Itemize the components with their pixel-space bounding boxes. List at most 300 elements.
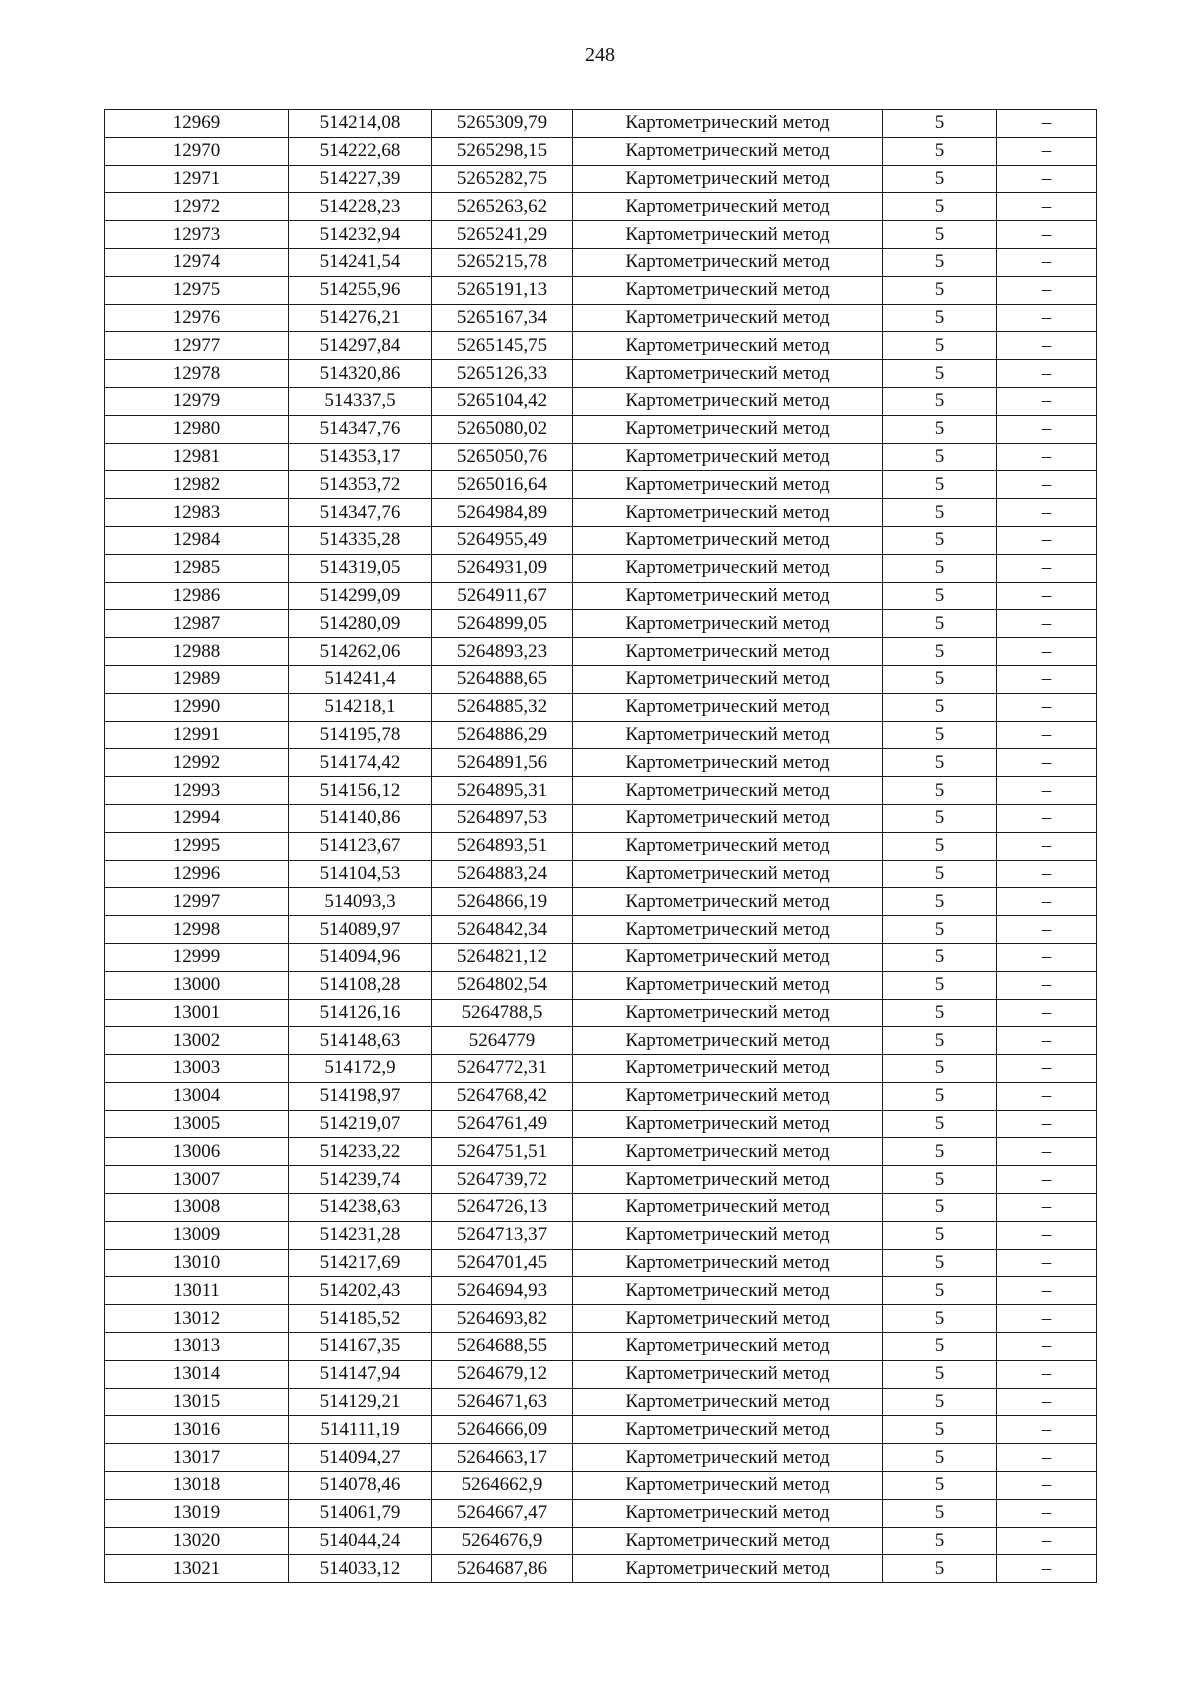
- method-cell: Картометрический метод: [573, 971, 883, 999]
- table-row: [105, 721, 1097, 749]
- y-coordinate-cell: 5265298,15: [432, 137, 573, 165]
- accuracy-cell: 5: [883, 1277, 997, 1305]
- note-cell: –: [997, 1166, 1097, 1194]
- note-cell: –: [997, 276, 1097, 304]
- accuracy-cell: 5: [883, 1499, 997, 1527]
- point-number-cell: 13009: [105, 1221, 289, 1249]
- method-cell: Картометрический метод: [573, 221, 883, 249]
- x-coordinate-cell: 514335,28: [289, 526, 432, 554]
- table-row: [105, 1221, 1097, 1249]
- y-coordinate-cell: 5264679,12: [432, 1360, 573, 1388]
- x-coordinate-cell: 514227,39: [289, 165, 432, 193]
- point-number-cell: 13021: [105, 1555, 289, 1583]
- x-coordinate-cell: 514219,07: [289, 1110, 432, 1138]
- accuracy-cell: 5: [883, 360, 997, 388]
- note-cell: –: [997, 1305, 1097, 1333]
- note-cell: –: [997, 1110, 1097, 1138]
- x-coordinate-cell: 514232,94: [289, 221, 432, 249]
- table-row: [105, 749, 1097, 777]
- method-cell: Картометрический метод: [573, 610, 883, 638]
- table-row: [105, 360, 1097, 388]
- point-number-cell: 12999: [105, 943, 289, 971]
- method-cell: Картометрический метод: [573, 1527, 883, 1555]
- note-cell: –: [997, 582, 1097, 610]
- y-coordinate-cell: 5264701,45: [432, 1249, 573, 1277]
- x-coordinate-cell: 514241,54: [289, 248, 432, 276]
- method-cell: Картометрический метод: [573, 276, 883, 304]
- x-coordinate-cell: 514297,84: [289, 332, 432, 360]
- y-coordinate-cell: 5264676,9: [432, 1527, 573, 1555]
- table-row: [105, 248, 1097, 276]
- y-coordinate-cell: 5264888,65: [432, 665, 573, 693]
- x-coordinate-cell: 514089,97: [289, 916, 432, 944]
- y-coordinate-cell: 5264688,55: [432, 1333, 573, 1361]
- note-cell: –: [997, 804, 1097, 832]
- note-cell: –: [997, 888, 1097, 916]
- method-cell: Картометрический метод: [573, 360, 883, 388]
- y-coordinate-cell: 5264883,24: [432, 860, 573, 888]
- y-coordinate-cell: 5265241,29: [432, 221, 573, 249]
- point-number-cell: 12982: [105, 471, 289, 499]
- x-coordinate-cell: 514238,63: [289, 1194, 432, 1222]
- accuracy-cell: 5: [883, 1110, 997, 1138]
- point-number-cell: 12998: [105, 916, 289, 944]
- x-coordinate-cell: 514233,22: [289, 1138, 432, 1166]
- accuracy-cell: 5: [883, 665, 997, 693]
- note-cell: –: [997, 1388, 1097, 1416]
- accuracy-cell: 5: [883, 777, 997, 805]
- point-number-cell: 12981: [105, 443, 289, 471]
- point-number-cell: 12969: [105, 110, 289, 138]
- y-coordinate-cell: 5264802,54: [432, 971, 573, 999]
- x-coordinate-cell: 514094,27: [289, 1444, 432, 1472]
- table-row: [105, 1082, 1097, 1110]
- point-number-cell: 13005: [105, 1110, 289, 1138]
- table-row: [105, 554, 1097, 582]
- note-cell: –: [997, 1138, 1097, 1166]
- accuracy-cell: 5: [883, 943, 997, 971]
- accuracy-cell: 5: [883, 1444, 997, 1472]
- table-row: [105, 1388, 1097, 1416]
- y-coordinate-cell: 5264663,17: [432, 1444, 573, 1472]
- accuracy-cell: 5: [883, 804, 997, 832]
- y-coordinate-cell: 5264885,32: [432, 693, 573, 721]
- note-cell: –: [997, 777, 1097, 805]
- point-number-cell: 13002: [105, 1027, 289, 1055]
- point-number-cell: 12978: [105, 360, 289, 388]
- x-coordinate-cell: 514078,46: [289, 1472, 432, 1500]
- table-row: [105, 860, 1097, 888]
- point-number-cell: 13016: [105, 1416, 289, 1444]
- accuracy-cell: 5: [883, 1221, 997, 1249]
- y-coordinate-cell: 5264671,63: [432, 1388, 573, 1416]
- accuracy-cell: 5: [883, 221, 997, 249]
- point-number-cell: 12985: [105, 554, 289, 582]
- y-coordinate-cell: 5264891,56: [432, 749, 573, 777]
- table-row: [105, 1110, 1097, 1138]
- point-number-cell: 13007: [105, 1166, 289, 1194]
- method-cell: Картометрический метод: [573, 749, 883, 777]
- accuracy-cell: 5: [883, 304, 997, 332]
- y-coordinate-cell: 5264662,9: [432, 1472, 573, 1500]
- point-number-cell: 12992: [105, 749, 289, 777]
- point-number-cell: 12991: [105, 721, 289, 749]
- method-cell: Картометрический метод: [573, 332, 883, 360]
- x-coordinate-cell: 514126,16: [289, 999, 432, 1027]
- accuracy-cell: 5: [883, 860, 997, 888]
- method-cell: Картометрический метод: [573, 665, 883, 693]
- point-number-cell: 12980: [105, 415, 289, 443]
- table-row: [105, 971, 1097, 999]
- point-number-cell: 12984: [105, 526, 289, 554]
- note-cell: –: [997, 415, 1097, 443]
- method-cell: Картометрический метод: [573, 1305, 883, 1333]
- point-number-cell: 12989: [105, 665, 289, 693]
- y-coordinate-cell: 5264895,31: [432, 777, 573, 805]
- point-number-cell: 12993: [105, 777, 289, 805]
- note-cell: –: [997, 193, 1097, 221]
- accuracy-cell: 5: [883, 1360, 997, 1388]
- point-number-cell: 13020: [105, 1527, 289, 1555]
- note-cell: –: [997, 443, 1097, 471]
- accuracy-cell: 5: [883, 165, 997, 193]
- accuracy-cell: 5: [883, 888, 997, 916]
- note-cell: –: [997, 248, 1097, 276]
- point-number-cell: 12987: [105, 610, 289, 638]
- y-coordinate-cell: 5264739,72: [432, 1166, 573, 1194]
- point-number-cell: 13017: [105, 1444, 289, 1472]
- point-number-cell: 12975: [105, 276, 289, 304]
- point-number-cell: 13010: [105, 1249, 289, 1277]
- point-number-cell: 13000: [105, 971, 289, 999]
- x-coordinate-cell: 514198,97: [289, 1082, 432, 1110]
- y-coordinate-cell: 5264897,53: [432, 804, 573, 832]
- point-number-cell: 12971: [105, 165, 289, 193]
- note-cell: –: [997, 916, 1097, 944]
- y-coordinate-cell: 5264893,51: [432, 832, 573, 860]
- method-cell: Картометрический метод: [573, 415, 883, 443]
- table-row: [105, 1194, 1097, 1222]
- accuracy-cell: 5: [883, 110, 997, 138]
- table-row: [105, 1527, 1097, 1555]
- y-coordinate-cell: 5264984,89: [432, 499, 573, 527]
- table-row: [105, 1305, 1097, 1333]
- accuracy-cell: 5: [883, 1082, 997, 1110]
- point-number-cell: 12973: [105, 221, 289, 249]
- point-number-cell: 13014: [105, 1360, 289, 1388]
- accuracy-cell: 5: [883, 526, 997, 554]
- method-cell: Картометрический метод: [573, 1277, 883, 1305]
- y-coordinate-cell: 5265050,76: [432, 443, 573, 471]
- table-row: [105, 1027, 1097, 1055]
- x-coordinate-cell: 514104,53: [289, 860, 432, 888]
- note-cell: –: [997, 1499, 1097, 1527]
- table-row: [105, 999, 1097, 1027]
- x-coordinate-cell: 514148,63: [289, 1027, 432, 1055]
- method-cell: Картометрический метод: [573, 1555, 883, 1583]
- table-row: [105, 193, 1097, 221]
- table-row: [105, 832, 1097, 860]
- coordinates-table: [104, 109, 1097, 1583]
- table-row: [105, 1138, 1097, 1166]
- accuracy-cell: 5: [883, 1166, 997, 1194]
- x-coordinate-cell: 514172,9: [289, 1055, 432, 1083]
- table-row: [105, 415, 1097, 443]
- accuracy-cell: 5: [883, 276, 997, 304]
- accuracy-cell: 5: [883, 749, 997, 777]
- table-row: [105, 777, 1097, 805]
- note-cell: –: [997, 665, 1097, 693]
- accuracy-cell: 5: [883, 1027, 997, 1055]
- point-number-cell: 12979: [105, 387, 289, 415]
- y-coordinate-cell: 5264779: [432, 1027, 573, 1055]
- method-cell: Картометрический метод: [573, 471, 883, 499]
- table-row: [105, 137, 1097, 165]
- table-row: [105, 1444, 1097, 1472]
- x-coordinate-cell: 514280,09: [289, 610, 432, 638]
- coordinates-table-body: [105, 110, 1097, 1583]
- x-coordinate-cell: 514044,24: [289, 1527, 432, 1555]
- note-cell: –: [997, 1555, 1097, 1583]
- accuracy-cell: 5: [883, 1305, 997, 1333]
- method-cell: Картометрический метод: [573, 499, 883, 527]
- method-cell: Картометрический метод: [573, 1499, 883, 1527]
- accuracy-cell: 5: [883, 1555, 997, 1583]
- y-coordinate-cell: 5264821,12: [432, 943, 573, 971]
- table-row: [105, 332, 1097, 360]
- accuracy-cell: 5: [883, 1194, 997, 1222]
- method-cell: Картометрический метод: [573, 1110, 883, 1138]
- table-row: [105, 665, 1097, 693]
- accuracy-cell: 5: [883, 1138, 997, 1166]
- method-cell: Картометрический метод: [573, 193, 883, 221]
- table-row: [105, 221, 1097, 249]
- x-coordinate-cell: 514214,08: [289, 110, 432, 138]
- accuracy-cell: 5: [883, 193, 997, 221]
- point-number-cell: 12990: [105, 693, 289, 721]
- accuracy-cell: 5: [883, 387, 997, 415]
- x-coordinate-cell: 514255,96: [289, 276, 432, 304]
- accuracy-cell: 5: [883, 554, 997, 582]
- method-cell: Картометрический метод: [573, 443, 883, 471]
- y-coordinate-cell: 5264694,93: [432, 1277, 573, 1305]
- y-coordinate-cell: 5264713,37: [432, 1221, 573, 1249]
- accuracy-cell: 5: [883, 137, 997, 165]
- note-cell: –: [997, 554, 1097, 582]
- point-number-cell: 12983: [105, 499, 289, 527]
- method-cell: Картометрический метод: [573, 721, 883, 749]
- note-cell: –: [997, 971, 1097, 999]
- note-cell: –: [997, 526, 1097, 554]
- table-row: [105, 471, 1097, 499]
- point-number-cell: 13004: [105, 1082, 289, 1110]
- method-cell: Картометрический метод: [573, 693, 883, 721]
- x-coordinate-cell: 514222,68: [289, 137, 432, 165]
- accuracy-cell: 5: [883, 443, 997, 471]
- method-cell: Картометрический метод: [573, 999, 883, 1027]
- accuracy-cell: 5: [883, 916, 997, 944]
- accuracy-cell: 5: [883, 610, 997, 638]
- table-row: [105, 443, 1097, 471]
- x-coordinate-cell: 514061,79: [289, 1499, 432, 1527]
- method-cell: Картометрический метод: [573, 304, 883, 332]
- x-coordinate-cell: 514094,96: [289, 943, 432, 971]
- x-coordinate-cell: 514228,23: [289, 193, 432, 221]
- point-number-cell: 12970: [105, 137, 289, 165]
- method-cell: Картометрический метод: [573, 1027, 883, 1055]
- y-coordinate-cell: 5264911,67: [432, 582, 573, 610]
- point-number-cell: 12995: [105, 832, 289, 860]
- y-coordinate-cell: 5264768,42: [432, 1082, 573, 1110]
- y-coordinate-cell: 5264886,29: [432, 721, 573, 749]
- table-row: [105, 693, 1097, 721]
- method-cell: Картометрический метод: [573, 1472, 883, 1500]
- accuracy-cell: 5: [883, 1249, 997, 1277]
- table-row: [105, 610, 1097, 638]
- method-cell: Картометрический метод: [573, 832, 883, 860]
- x-coordinate-cell: 514185,52: [289, 1305, 432, 1333]
- x-coordinate-cell: 514156,12: [289, 777, 432, 805]
- note-cell: –: [997, 721, 1097, 749]
- table-row: [105, 1166, 1097, 1194]
- point-number-cell: 13019: [105, 1499, 289, 1527]
- y-coordinate-cell: 5265104,42: [432, 387, 573, 415]
- table-row: [105, 888, 1097, 916]
- y-coordinate-cell: 5265282,75: [432, 165, 573, 193]
- method-cell: Картометрический метод: [573, 1444, 883, 1472]
- method-cell: Картометрический метод: [573, 1416, 883, 1444]
- x-coordinate-cell: 514319,05: [289, 554, 432, 582]
- method-cell: Картометрический метод: [573, 1388, 883, 1416]
- table-row: [105, 1333, 1097, 1361]
- x-coordinate-cell: 514337,5: [289, 387, 432, 415]
- method-cell: Картометрический метод: [573, 1138, 883, 1166]
- table-row: [105, 1055, 1097, 1083]
- note-cell: –: [997, 471, 1097, 499]
- note-cell: –: [997, 1444, 1097, 1472]
- x-coordinate-cell: 514262,06: [289, 638, 432, 666]
- accuracy-cell: 5: [883, 332, 997, 360]
- note-cell: –: [997, 387, 1097, 415]
- method-cell: Картометрический метод: [573, 1333, 883, 1361]
- y-coordinate-cell: 5265080,02: [432, 415, 573, 443]
- note-cell: –: [997, 1249, 1097, 1277]
- x-coordinate-cell: 514239,74: [289, 1166, 432, 1194]
- y-coordinate-cell: 5265191,13: [432, 276, 573, 304]
- accuracy-cell: 5: [883, 1527, 997, 1555]
- point-number-cell: 12994: [105, 804, 289, 832]
- note-cell: –: [997, 1277, 1097, 1305]
- page-number: 248: [585, 44, 615, 66]
- note-cell: –: [997, 999, 1097, 1027]
- y-coordinate-cell: 5265263,62: [432, 193, 573, 221]
- note-cell: –: [997, 499, 1097, 527]
- method-cell: Картометрический метод: [573, 554, 883, 582]
- y-coordinate-cell: 5264899,05: [432, 610, 573, 638]
- table-row: [105, 804, 1097, 832]
- note-cell: –: [997, 693, 1097, 721]
- note-cell: –: [997, 1055, 1097, 1083]
- point-number-cell: 12997: [105, 888, 289, 916]
- table-row: [105, 1416, 1097, 1444]
- table-row: [105, 1277, 1097, 1305]
- accuracy-cell: 5: [883, 971, 997, 999]
- method-cell: Картометрический метод: [573, 165, 883, 193]
- method-cell: Картометрический метод: [573, 1221, 883, 1249]
- point-number-cell: 13006: [105, 1138, 289, 1166]
- note-cell: –: [997, 943, 1097, 971]
- point-number-cell: 12986: [105, 582, 289, 610]
- point-number-cell: 13001: [105, 999, 289, 1027]
- y-coordinate-cell: 5264667,47: [432, 1499, 573, 1527]
- y-coordinate-cell: 5264751,51: [432, 1138, 573, 1166]
- y-coordinate-cell: 5265126,33: [432, 360, 573, 388]
- table-row: [105, 387, 1097, 415]
- note-cell: –: [997, 749, 1097, 777]
- table-row: [105, 304, 1097, 332]
- x-coordinate-cell: 514123,67: [289, 832, 432, 860]
- method-cell: Картометрический метод: [573, 137, 883, 165]
- point-number-cell: 13013: [105, 1333, 289, 1361]
- accuracy-cell: 5: [883, 471, 997, 499]
- note-cell: –: [997, 360, 1097, 388]
- note-cell: –: [997, 1527, 1097, 1555]
- x-coordinate-cell: 514347,76: [289, 415, 432, 443]
- note-cell: –: [997, 1360, 1097, 1388]
- x-coordinate-cell: 514147,94: [289, 1360, 432, 1388]
- accuracy-cell: 5: [883, 1416, 997, 1444]
- y-coordinate-cell: 5264893,23: [432, 638, 573, 666]
- accuracy-cell: 5: [883, 582, 997, 610]
- point-number-cell: 12976: [105, 304, 289, 332]
- note-cell: –: [997, 137, 1097, 165]
- x-coordinate-cell: 514299,09: [289, 582, 432, 610]
- x-coordinate-cell: 514202,43: [289, 1277, 432, 1305]
- y-coordinate-cell: 5264788,5: [432, 999, 573, 1027]
- point-number-cell: 12972: [105, 193, 289, 221]
- method-cell: Картометрический метод: [573, 1166, 883, 1194]
- table-row: [105, 1555, 1097, 1583]
- table-row: [105, 110, 1097, 138]
- point-number-cell: 13012: [105, 1305, 289, 1333]
- x-coordinate-cell: 514033,12: [289, 1555, 432, 1583]
- point-number-cell: 12988: [105, 638, 289, 666]
- table-row: [105, 1249, 1097, 1277]
- note-cell: –: [997, 1333, 1097, 1361]
- method-cell: Картометрический метод: [573, 582, 883, 610]
- point-number-cell: 13018: [105, 1472, 289, 1500]
- note-cell: –: [997, 860, 1097, 888]
- method-cell: Картометрический метод: [573, 387, 883, 415]
- table-row: [105, 638, 1097, 666]
- x-coordinate-cell: 514276,21: [289, 304, 432, 332]
- table-row: [105, 1472, 1097, 1500]
- method-cell: Картометрический метод: [573, 526, 883, 554]
- note-cell: –: [997, 610, 1097, 638]
- y-coordinate-cell: 5265145,75: [432, 332, 573, 360]
- note-cell: –: [997, 221, 1097, 249]
- x-coordinate-cell: 514195,78: [289, 721, 432, 749]
- method-cell: Картометрический метод: [573, 110, 883, 138]
- point-number-cell: 13011: [105, 1277, 289, 1305]
- note-cell: –: [997, 1194, 1097, 1222]
- method-cell: Картометрический метод: [573, 860, 883, 888]
- accuracy-cell: 5: [883, 499, 997, 527]
- table-row: [105, 526, 1097, 554]
- y-coordinate-cell: 5265215,78: [432, 248, 573, 276]
- method-cell: Картометрический метод: [573, 943, 883, 971]
- accuracy-cell: 5: [883, 721, 997, 749]
